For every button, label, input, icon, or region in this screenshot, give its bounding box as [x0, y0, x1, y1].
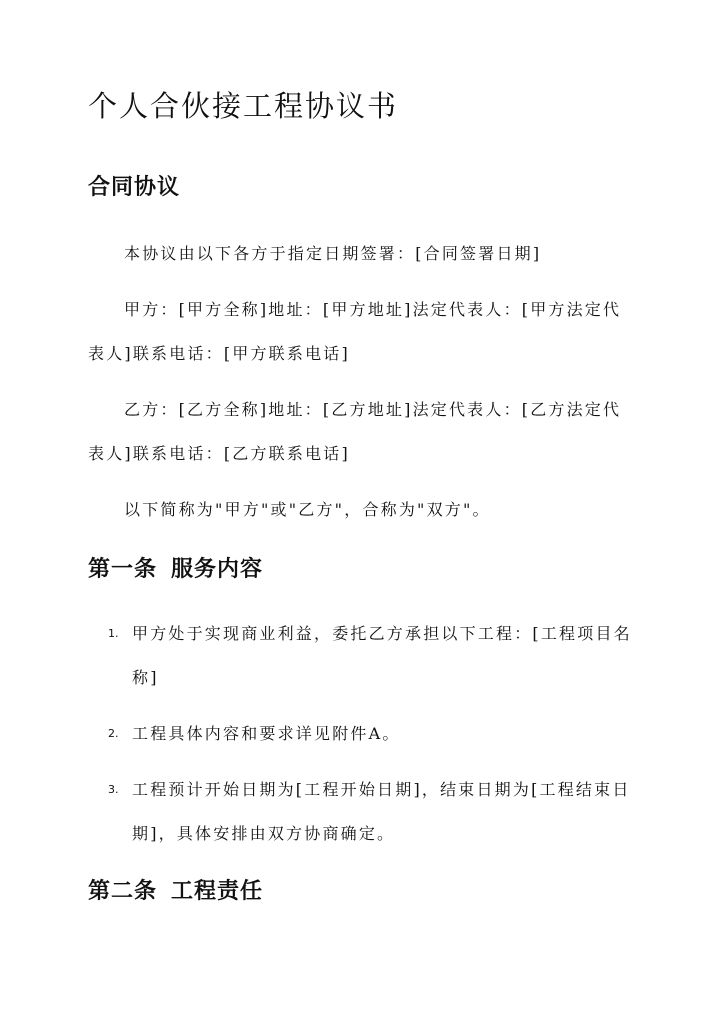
paragraph-abbreviation: 以下简称为"甲方"或"乙方"，合称为"双方"。	[124, 500, 491, 519]
list-item	[108, 712, 638, 756]
article-title: 服务内容	[171, 556, 264, 582]
document-title: 个人合伙接工程协议书	[88, 89, 399, 123]
article-number: 第二条	[88, 878, 158, 904]
list-item	[108, 612, 638, 700]
list-text: 甲方处于实现商业利益，委托乙方承担以下工程：[工程项目名称]	[132, 624, 632, 687]
section-heading-contract: 合同协议	[88, 174, 181, 200]
list-number: 3.	[108, 783, 119, 796]
list-number: 1.	[108, 627, 119, 640]
article-number: 第一条	[88, 556, 158, 582]
section-heading-service	[88, 554, 263, 584]
paragraph-party-b: 乙方：[乙方全称]地址：[乙方地址]法定代表人：[乙方法定代表人]联系电话：[乙方联系电话]	[88, 400, 622, 463]
paragraph-signing-date: 本协议由以下各方于指定日期签署：[合同签署日期]	[124, 244, 542, 263]
list-number: 2.	[108, 727, 119, 740]
article-title: 工程责任	[171, 878, 264, 904]
section-heading-responsibility	[88, 876, 263, 906]
paragraph-party-a: 甲方：[甲方全称]地址：[甲方地址]法定代表人：[甲方法定代表人]联系电话：[甲方联系电话]	[88, 300, 622, 363]
list-text: 工程预计开始日期为[工程开始日期]，结束日期为[工程结束日期]，具体安排由双方协商确定。	[132, 780, 631, 843]
list-item	[108, 768, 638, 856]
list-text: 工程具体内容和要求详见附件A。	[132, 724, 401, 743]
